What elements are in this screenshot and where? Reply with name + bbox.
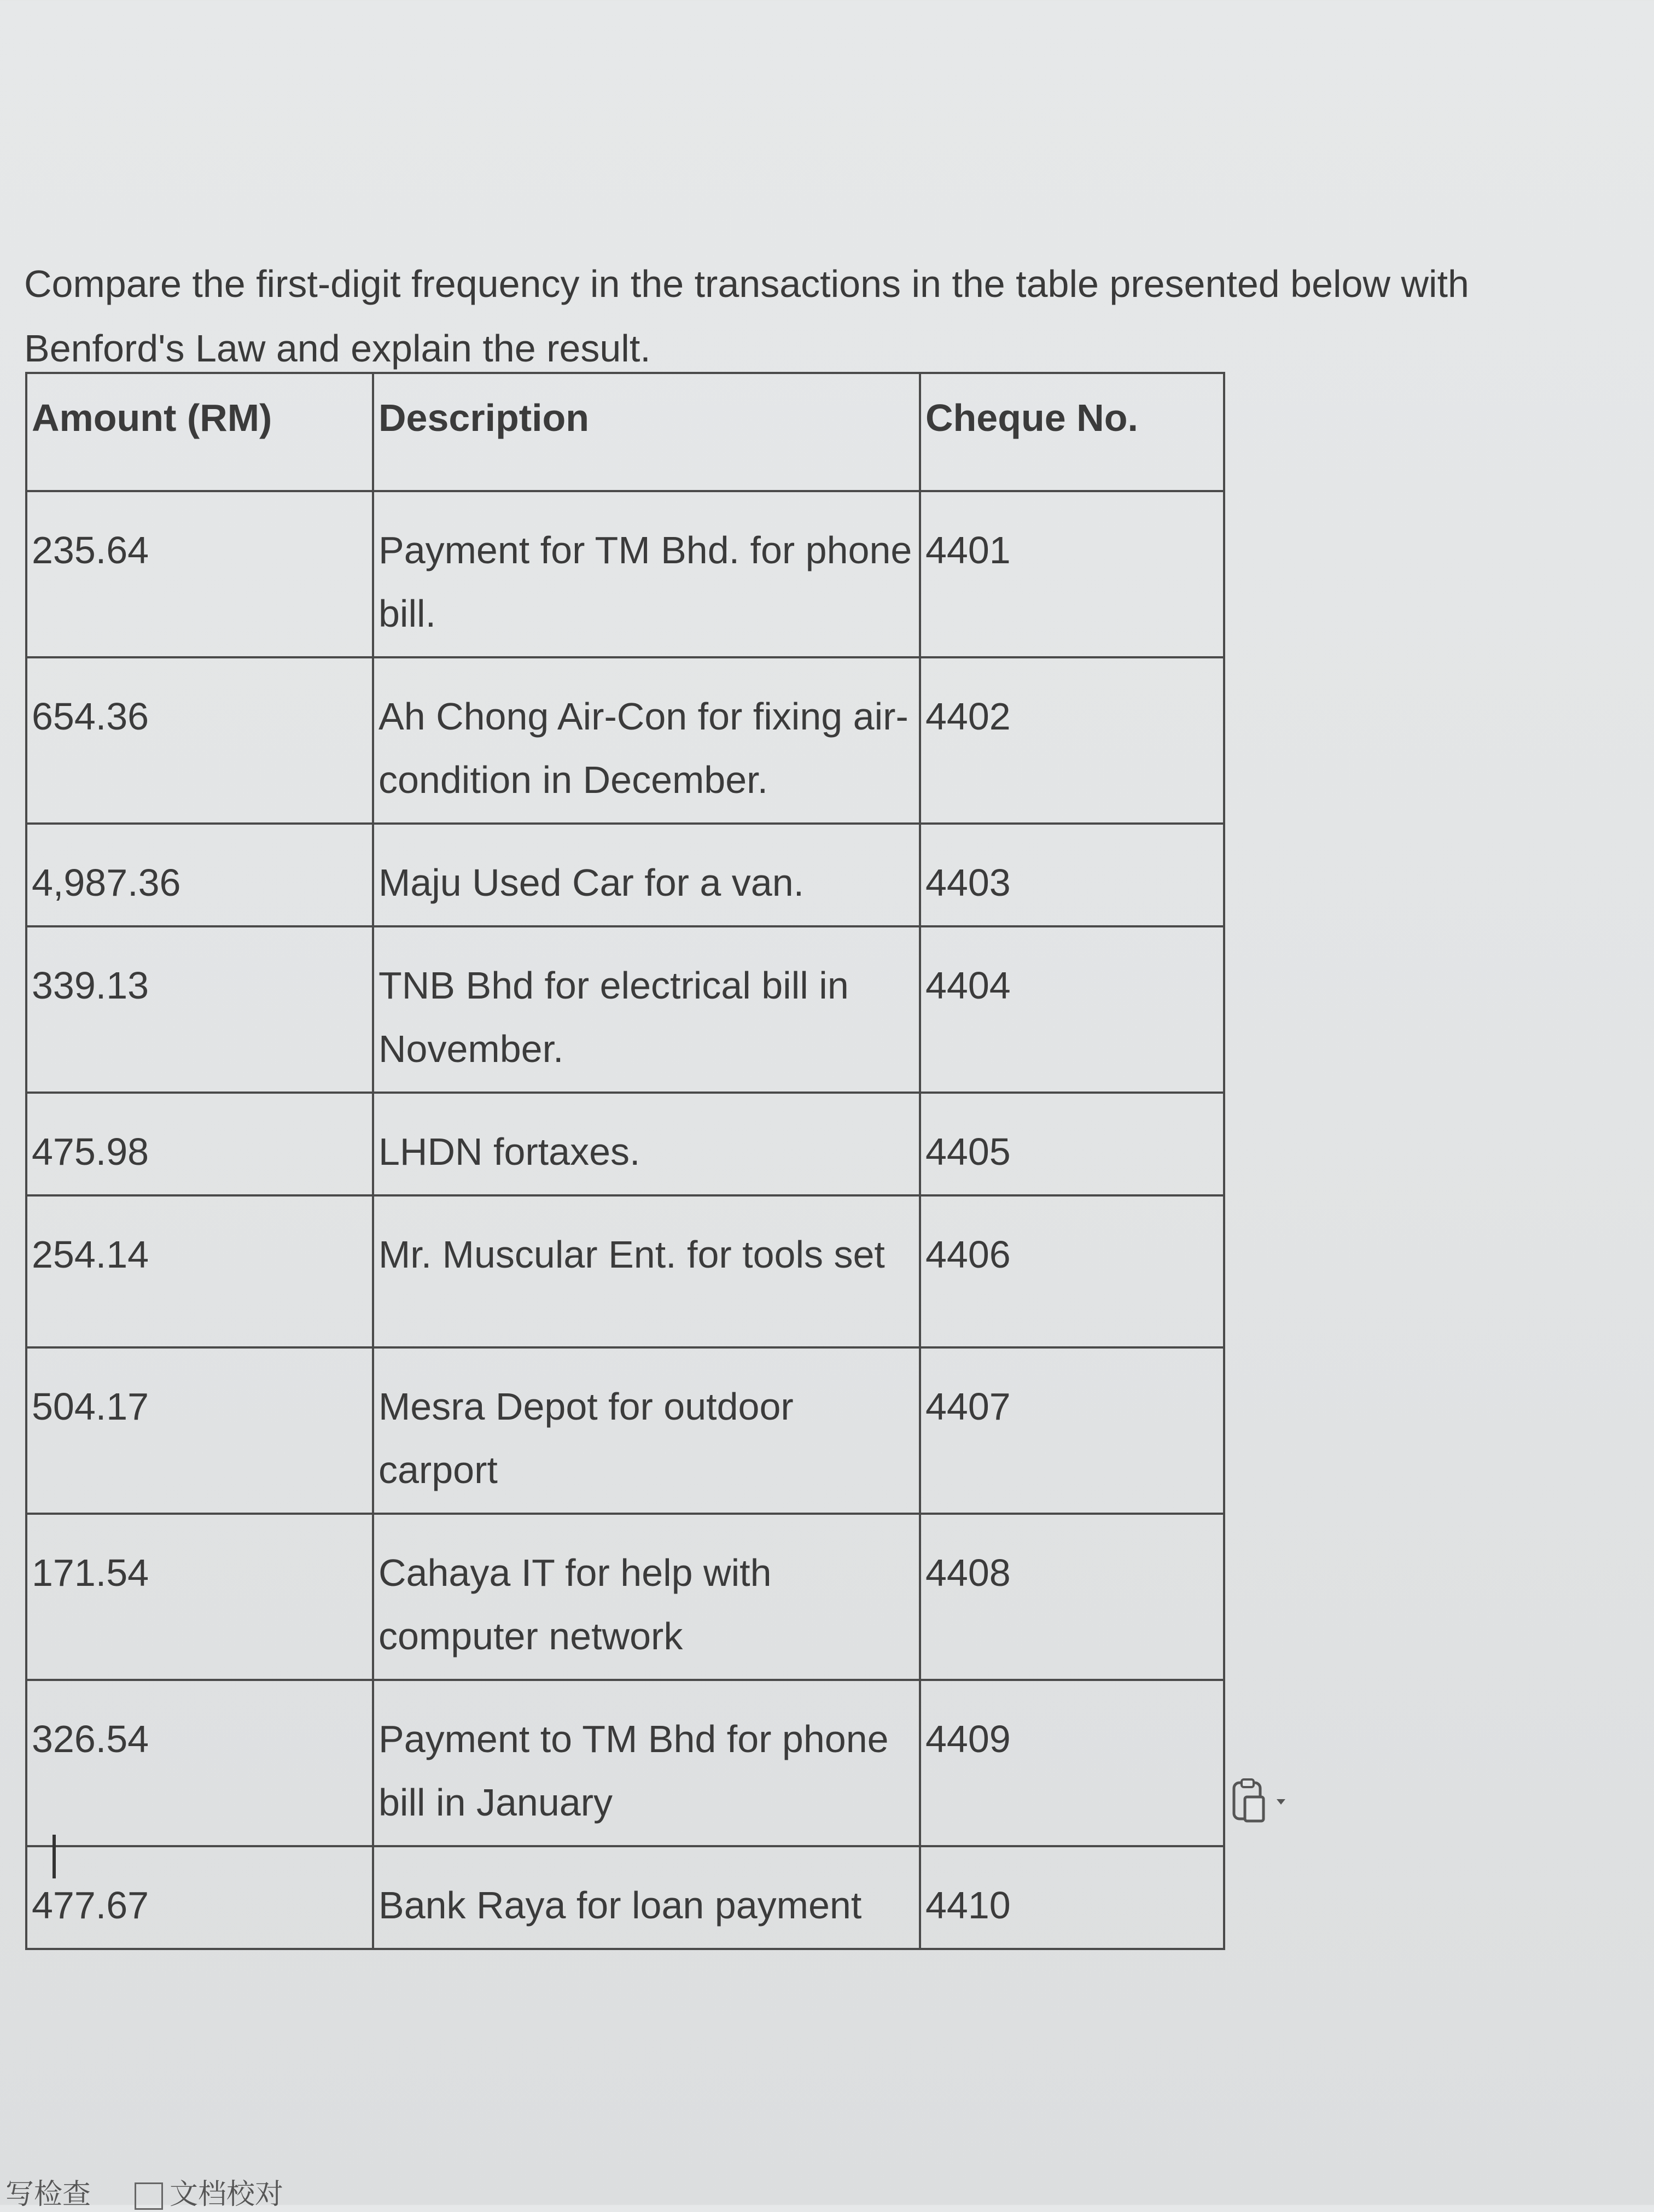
amount-cell: 654.36 (26, 657, 373, 824)
cheque-cell: 4408 (920, 1514, 1224, 1680)
proofread-label: 文档校对 (170, 2179, 284, 2210)
question-line-1: Compare the first-digit frequency in the transactions in the table presented below with (24, 262, 1469, 305)
table-row (26, 1846, 1224, 1949)
table-row (26, 1093, 1224, 1195)
description-cell: Ah Chong Air-Con for fixing air-condition in December. (373, 657, 920, 824)
table-row (26, 926, 1224, 1093)
table-header-row (26, 373, 1224, 491)
amount-cell: 4,987.36 (26, 824, 373, 926)
description-cell: Bank Raya for loan payment (373, 1846, 920, 1949)
header-description: Description (373, 373, 920, 491)
table-row (26, 824, 1224, 926)
amount-cell: 254.14 (26, 1195, 373, 1347)
cheque-cell: 4409 (920, 1680, 1224, 1846)
cheque-cell: 4402 (920, 657, 1224, 824)
cheque-cell: 4407 (920, 1347, 1224, 1514)
header-amount: Amount (RM) (26, 373, 373, 491)
cheque-cell: 4401 (920, 491, 1224, 657)
amount-cell: 475.98 (26, 1093, 373, 1195)
cheque-cell: 4404 (920, 926, 1224, 1093)
table-row (26, 1195, 1224, 1347)
description-cell: Cahaya IT for help with computer network (373, 1514, 920, 1680)
description-cell: Payment to TM Bhd for phone bill in January (373, 1680, 920, 1846)
amount-cell: 326.54 (26, 1680, 373, 1846)
table-row (26, 1680, 1224, 1846)
question-text (24, 252, 1501, 381)
table-row (26, 491, 1224, 657)
document-proofread-item[interactable] (135, 2171, 284, 2210)
table-row (26, 1514, 1224, 1680)
text-cursor (53, 1835, 56, 1878)
amount-cell: 477.67 (26, 1846, 373, 1949)
paste-options-icon[interactable] (1231, 1777, 1291, 1826)
cheque-cell: 4403 (920, 824, 1224, 926)
cheque-cell: 4410 (920, 1846, 1224, 1949)
transactions-table (25, 372, 1225, 1950)
description-cell: TNB Bhd for electrical bill in November. (373, 926, 920, 1093)
cheque-cell: 4405 (920, 1093, 1224, 1195)
description-cell: Mr. Muscular Ent. for tools set (373, 1195, 920, 1347)
description-cell: LHDN fortaxes. (373, 1093, 920, 1195)
table-row (26, 657, 1224, 824)
table-row (26, 1347, 1224, 1514)
description-cell: Mesra Depot for outdoor carport (373, 1347, 920, 1514)
amount-cell: 504.17 (26, 1347, 373, 1514)
header-cheque-no: Cheque No. (920, 373, 1224, 491)
amount-cell: 235.64 (26, 491, 373, 657)
proofread-icon (135, 2182, 163, 2210)
cheque-cell: 4406 (920, 1195, 1224, 1347)
description-cell: Maju Used Car for a van. (373, 824, 920, 926)
status-bar (0, 2171, 1654, 2210)
spell-check-item[interactable]: 写检查 (5, 2179, 91, 2210)
question-line-2: Benford's Law and explain the result. (24, 327, 651, 370)
amount-cell: 171.54 (26, 1514, 373, 1680)
amount-cell: 339.13 (26, 926, 373, 1093)
description-cell: Payment for TM Bhd. for phone bill. (373, 491, 920, 657)
